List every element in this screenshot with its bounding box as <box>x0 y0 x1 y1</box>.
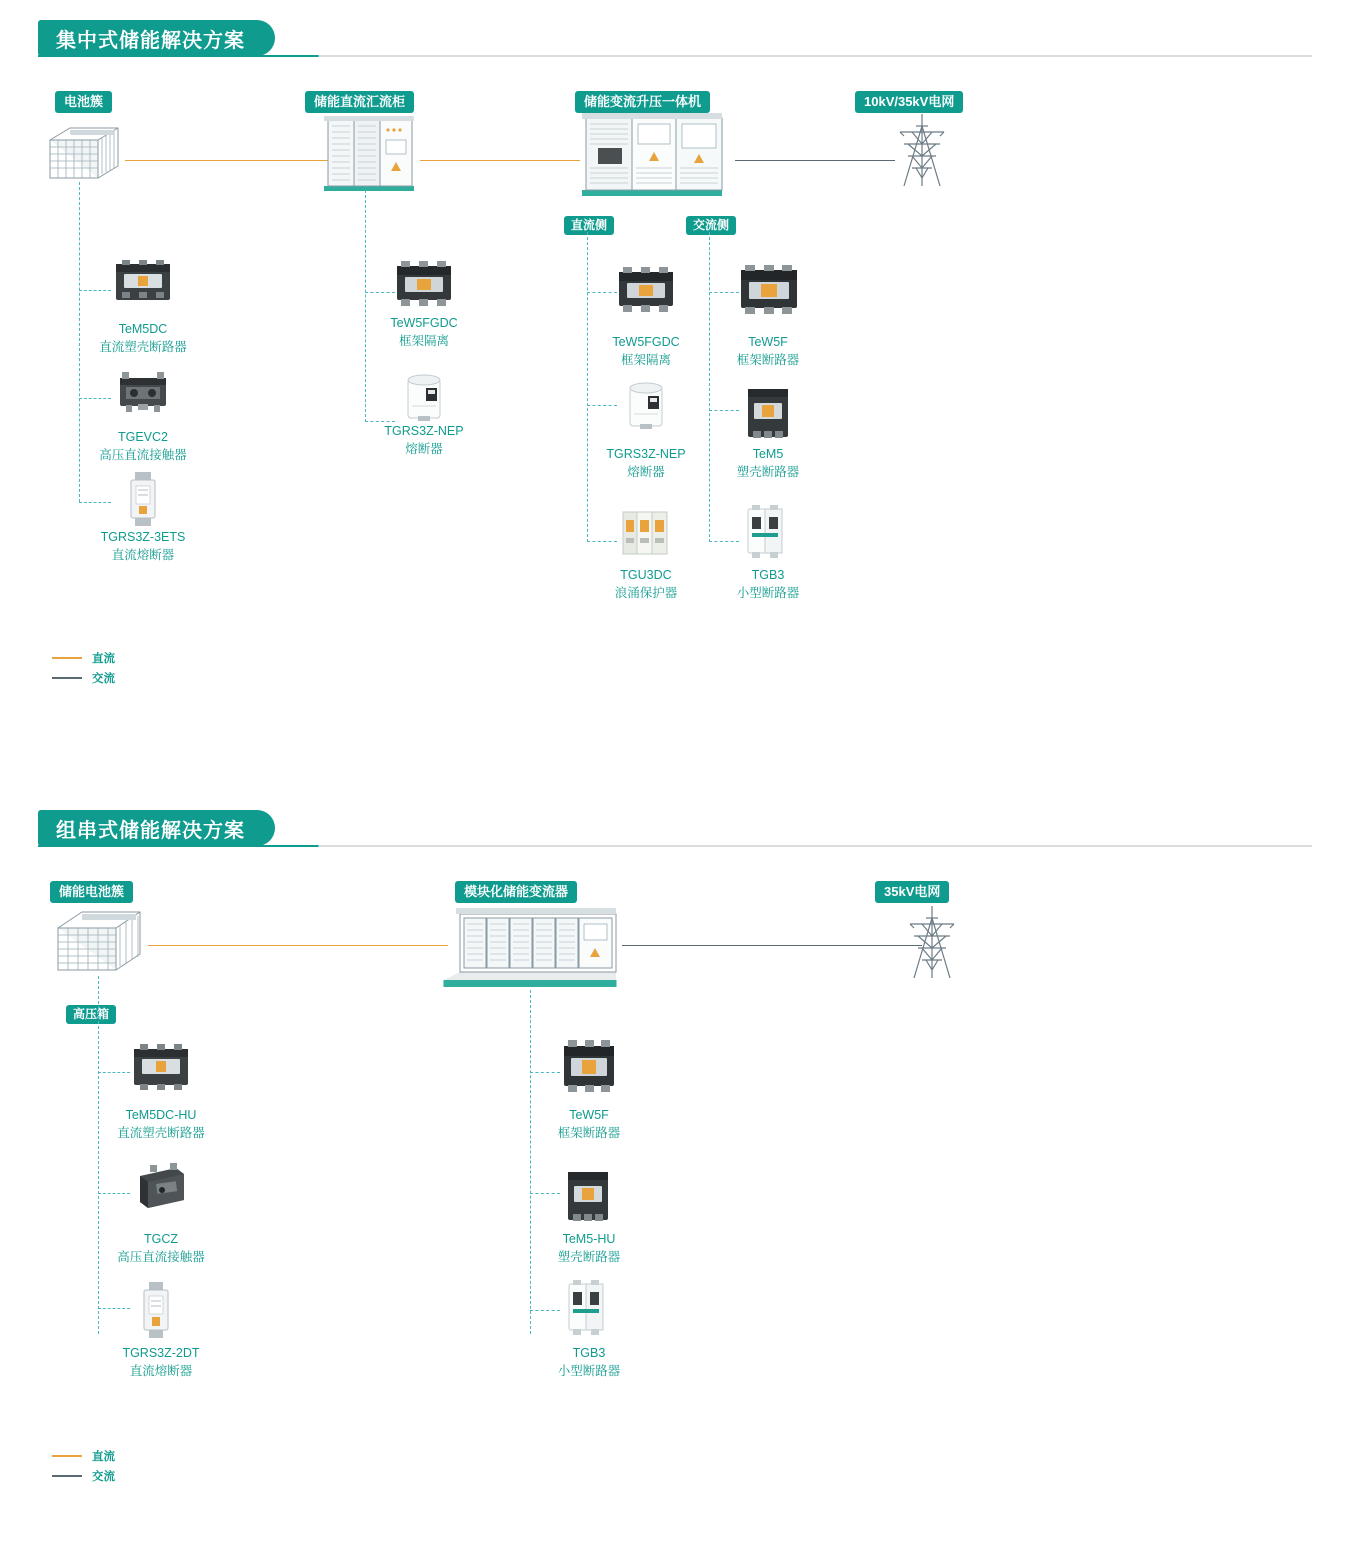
miniature-circuit-breaker-icon <box>563 1280 609 1336</box>
component-desc: 熔断器 <box>627 465 665 480</box>
legend <box>52 1446 115 1486</box>
component-desc: 直流熔断器 <box>129 1364 193 1379</box>
component-label <box>688 445 848 481</box>
component-desc: 塑壳断路器 <box>736 465 800 480</box>
branch-line-s2-col2 <box>530 990 531 1334</box>
component-desc: 直流塑壳断路器 <box>117 1126 205 1141</box>
component-model: TeW5FGDC <box>612 335 680 349</box>
component-label <box>63 428 223 464</box>
branch-line-s2-col1 <box>98 976 99 1334</box>
branch-stub-c3-1 <box>587 292 617 293</box>
section-header <box>0 810 1350 850</box>
component-desc: 直流塑壳断路器 <box>99 340 187 355</box>
air-circuit-breaker-icon <box>393 258 455 308</box>
component-model: TGRS3Z-2DT <box>122 1346 200 1360</box>
component-desc: 框架隔离 <box>620 353 671 368</box>
miniature-circuit-breaker-icon <box>742 505 788 559</box>
component-desc: 小型断路器 <box>736 586 800 601</box>
dc-fuse-icon <box>122 470 164 528</box>
component-desc: 塑壳断路器 <box>557 1250 621 1265</box>
node-tag-battery-cluster: 电池簇 <box>55 91 112 113</box>
sub-tag-high-voltage-box: 高压箱 <box>66 1005 116 1024</box>
node-tag-dc-combiner: 储能直流汇流柜 <box>305 91 414 113</box>
legend-label-ac: 交流 <box>92 673 115 685</box>
sub-tag-ac-side: 交流侧 <box>686 216 736 235</box>
component-model: TeM5DC <box>118 322 168 336</box>
cylindrical-fuse-icon <box>622 380 670 432</box>
node-tag-battery-cluster: 储能电池簇 <box>50 881 133 903</box>
component-label <box>509 1344 669 1380</box>
node-tag-pcs-transformer: 储能变流升压一体机 <box>575 91 710 113</box>
legend-item-ac <box>52 1466 115 1486</box>
component-model: TeW5F <box>748 335 788 349</box>
component-label <box>81 1106 241 1142</box>
branch-stub-c3-3 <box>587 541 617 542</box>
component-model: TGCZ <box>143 1232 179 1246</box>
component-label <box>344 314 504 350</box>
component-label <box>63 528 223 564</box>
branch-line-col3 <box>587 232 588 542</box>
molded-case-circuit-breaker-icon <box>130 1042 192 1092</box>
node-tag-grid: 35kV电网 <box>875 881 949 903</box>
ac-bus-line-1 <box>735 160 895 161</box>
section-header <box>0 20 1350 60</box>
component-desc: 框架隔离 <box>398 334 449 349</box>
dc-contactor-icon <box>112 368 174 416</box>
air-circuit-breaker-icon <box>558 1038 620 1094</box>
component-desc: 小型断路器 <box>557 1364 621 1379</box>
branch-stub-s2c1-1 <box>98 1072 130 1073</box>
branch-line-col4 <box>709 232 710 542</box>
section-title-bar <box>38 20 275 56</box>
legend-item-dc <box>52 648 115 668</box>
legend-swatch-ac <box>52 677 82 679</box>
section-title-bar <box>38 810 275 846</box>
branch-stub-c2-1 <box>365 292 395 293</box>
component-desc: 高压直流接触器 <box>117 1250 205 1265</box>
power-pylon-icon <box>890 110 954 190</box>
ac-bus-line <box>622 945 922 946</box>
branch-stub-s2c1-2 <box>98 1193 130 1194</box>
legend-swatch-ac <box>52 1475 82 1477</box>
component-model: TGEVC2 <box>117 430 168 444</box>
battery-cluster-icon <box>40 118 126 190</box>
component-label <box>81 1344 241 1380</box>
dc-fuse-icon <box>134 1280 178 1340</box>
cylindrical-fuse-icon <box>400 372 448 424</box>
component-desc: 直流熔断器 <box>111 548 175 563</box>
legend-item-dc <box>52 1446 115 1466</box>
sub-tag-dc-side: 直流侧 <box>564 216 614 235</box>
branch-stub-c4-2 <box>709 410 739 411</box>
component-model: TGRS3Z-3ETS <box>100 530 186 544</box>
component-model: TGB3 <box>751 568 785 582</box>
component-label <box>63 320 223 356</box>
branch-stub-c1-3 <box>79 502 111 503</box>
component-model: TGU3DC <box>620 568 672 582</box>
branch-stub-c1-1 <box>79 290 111 291</box>
component-label <box>688 566 848 602</box>
dc-bus-line <box>148 945 448 946</box>
branch-stub-c3-2 <box>587 405 617 406</box>
legend <box>52 648 115 688</box>
legend-swatch-dc <box>52 1455 82 1457</box>
component-label <box>344 422 504 458</box>
component-desc: 浪涌保护器 <box>614 586 678 601</box>
component-desc: 高压直流接触器 <box>99 448 187 463</box>
legend-swatch-dc <box>52 657 82 659</box>
component-model: TeW5F <box>569 1108 609 1122</box>
component-model: TeM5-HU <box>562 1232 616 1246</box>
component-desc: 框架断路器 <box>557 1126 621 1141</box>
component-label <box>688 333 848 369</box>
legend-label-dc: 直流 <box>92 653 115 665</box>
branch-stub-s2c2-3 <box>530 1310 560 1311</box>
component-label <box>81 1230 241 1266</box>
branch-stub-s2c2-1 <box>530 1072 560 1073</box>
power-pylon-icon <box>900 902 964 982</box>
air-circuit-breaker-icon <box>615 264 677 314</box>
component-desc: 熔断器 <box>405 442 443 457</box>
branch-stub-s2c1-3 <box>98 1308 130 1309</box>
surge-protector-icon <box>617 508 673 558</box>
molded-case-circuit-breaker-icon <box>112 258 174 306</box>
branch-stub-c4-1 <box>709 292 739 293</box>
page-title: 集中式储能解决方案 <box>56 29 245 52</box>
component-desc: 框架断路器 <box>736 353 800 368</box>
dc-bus-line-1 <box>125 160 330 161</box>
component-model: TeM5DC-HU <box>125 1108 197 1122</box>
node-tag-modular-pcs: 模块化储能变流器 <box>455 881 577 903</box>
air-circuit-breaker-icon <box>737 262 801 316</box>
dc-bus-line-2 <box>420 160 580 161</box>
molded-case-circuit-breaker-icon <box>740 385 796 441</box>
component-model: TGRS3Z-NEP <box>606 447 686 461</box>
component-model: TeW5FGDC <box>390 316 458 330</box>
component-label <box>509 1106 669 1142</box>
legend-label-dc: 直流 <box>92 1451 115 1463</box>
component-model: TGRS3Z-NEP <box>384 424 464 438</box>
component-model: TGB3 <box>572 1346 606 1360</box>
branch-stub-c1-2 <box>79 398 111 399</box>
branch-stub-s2c2-2 <box>530 1193 560 1194</box>
pcs-transformer-icon <box>578 108 726 198</box>
component-label <box>509 1230 669 1266</box>
node-tag-grid: 10kV/35kV电网 <box>855 91 963 113</box>
battery-cluster-icon <box>48 902 148 982</box>
page-title: 组串式储能解决方案 <box>56 819 245 842</box>
dc-combiner-cabinet-icon <box>318 112 420 194</box>
molded-case-circuit-breaker-icon <box>560 1168 616 1224</box>
branch-line-col2 <box>365 190 366 422</box>
modular-pcs-icon <box>440 900 620 992</box>
legend-label-ac: 交流 <box>92 1471 115 1483</box>
legend-item-ac <box>52 668 115 688</box>
dc-contactor-icon <box>132 1162 190 1212</box>
component-model: TeM5 <box>752 447 784 461</box>
branch-stub-c4-3 <box>709 541 739 542</box>
